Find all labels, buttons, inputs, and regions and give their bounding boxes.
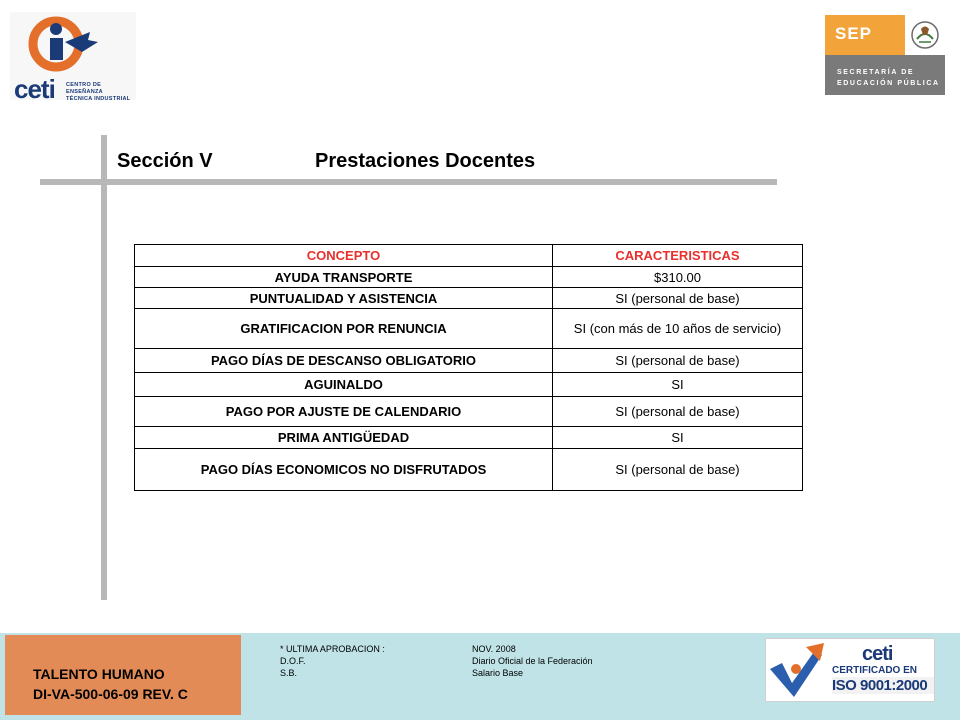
sep-logo-banner: [825, 15, 905, 55]
benefits-table: [134, 244, 803, 491]
detail-cell: SI (personal de base): [553, 349, 803, 373]
detail-cell: SI: [553, 373, 803, 397]
note-key: D.O.F.: [280, 656, 306, 666]
detail-cell: SI (personal de base): [553, 397, 803, 427]
ceti-logo-subtitle: CENTRO DE ENSEÑANZA TÉCNICA INDUSTRIAL: [66, 82, 131, 102]
table-row: [135, 288, 803, 309]
concept-cell: PAGO DÍAS ECONOMICOS NO DISFRUTADOS: [135, 449, 553, 491]
detail-cell: SI (personal de base): [553, 449, 803, 491]
table-row: [135, 309, 803, 349]
table-row: [135, 373, 803, 397]
detail-cell: SI (con más de 10 años de servicio): [553, 309, 803, 349]
column-header-characteristics: CARACTERISTICAS: [553, 245, 803, 267]
note-value: Diario Oficial de la Federación: [472, 656, 593, 666]
table-row: [135, 427, 803, 449]
section-horizontal-rule: [40, 179, 777, 185]
sep-logo: [825, 15, 945, 95]
table-row: [135, 397, 803, 427]
concept-cell: PRIMA ANTIGÜEDAD: [135, 427, 553, 449]
sep-logo-word: SEP: [835, 24, 873, 43]
table-row: [135, 349, 803, 373]
section-label: Sección V: [117, 150, 213, 172]
note-row: [280, 667, 652, 679]
page-title: Prestaciones Docentes: [315, 150, 536, 172]
concept-cell: GRATIFICACION POR RENUNCIA: [135, 309, 553, 349]
iso-logo-certified: CERTIFICADO EN: [832, 665, 917, 676]
note-value: Salario Base: [472, 668, 524, 678]
table-row: [135, 449, 803, 491]
concept-cell: AYUDA TRANSPORTE: [135, 267, 553, 288]
concept-cell: PAGO POR AJUSTE DE CALENDARIO: [135, 397, 553, 427]
column-header-concept: CONCEPTO: [135, 245, 553, 267]
table-header-row: [135, 245, 803, 267]
note-value: NOV. 2008: [472, 644, 516, 654]
concept-cell: PAGO DÍAS DE DESCANSO OBLIGATORIO: [135, 349, 553, 373]
note-key: * ULTIMA APROBACION :: [280, 644, 385, 654]
ceti-emblem-icon: [10, 12, 136, 78]
mexico-seal-icon: [905, 15, 945, 55]
detail-cell: $310.00: [553, 267, 803, 288]
department-name: TALENTO HUMANO: [33, 666, 165, 682]
footer-notes: [280, 643, 652, 679]
section-vertical-rule: [101, 135, 107, 600]
ceti-logo: [10, 12, 136, 104]
iso-logo-standard: ISO 9001:2000: [832, 677, 934, 694]
ceti-logo-word: ceti: [14, 74, 55, 104]
concept-cell: AGUINALDO: [135, 373, 553, 397]
document-code: DI-VA-500-06-09 REV. C: [33, 686, 188, 702]
checkmark-arrow-icon: [766, 639, 830, 701]
iso-logo-word: ceti: [862, 643, 893, 665]
note-row: [280, 643, 652, 655]
table-row: [135, 267, 803, 288]
iso-certification-logo: [765, 638, 935, 702]
sep-logo-name: SECRETARÍA DE EDUCACIÓN PÚBLICA: [837, 69, 940, 87]
detail-cell: SI: [553, 427, 803, 449]
detail-cell: SI (personal de base): [553, 288, 803, 309]
note-key: S.B.: [280, 668, 298, 678]
note-row: [280, 655, 652, 667]
concept-cell: PUNTUALIDAD Y ASISTENCIA: [135, 288, 553, 309]
